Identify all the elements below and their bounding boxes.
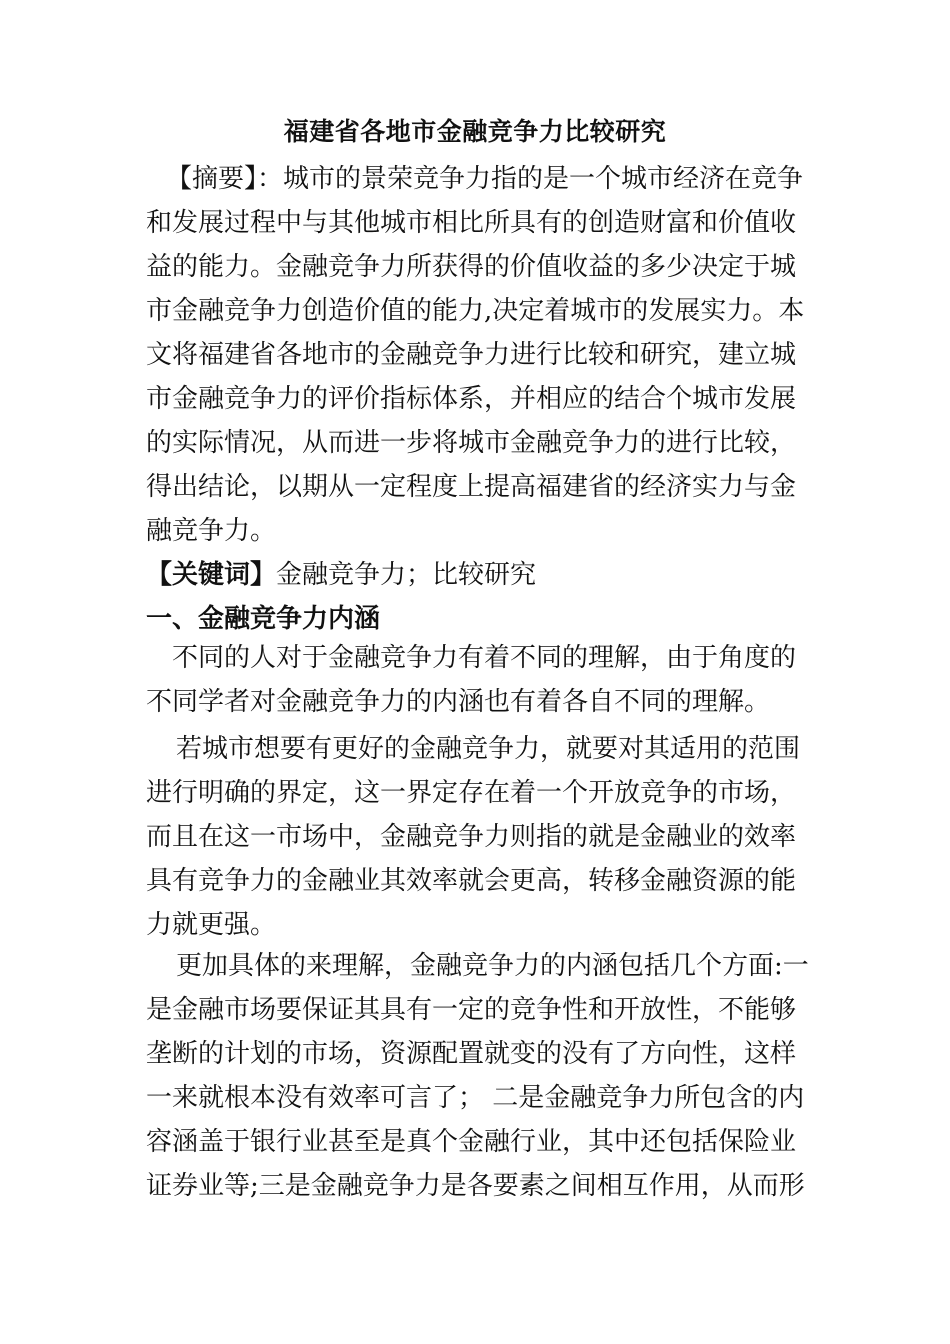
paragraph-line: 容涵盖于银行业甚至是真个金融行业，其中还包括保险业	[146, 1127, 797, 1157]
keywords-section	[146, 553, 816, 597]
paragraph-line: 一来就根本没有效率可言了； 二是金融竞争力所包含的内	[146, 1083, 805, 1113]
paragraph-3	[146, 944, 816, 1208]
keywords-label: 【关键词】	[146, 560, 277, 590]
keywords-line	[146, 553, 816, 597]
section-heading: 一、金融竞争力内涵	[146, 604, 381, 634]
paragraph-line: 不同学者对金融竞争力的内涵也有着各自不同的理解。	[146, 687, 771, 717]
abstract-line-4: 市金融竞争力创造价值的能力,决定着城市的发展实力。本	[146, 296, 805, 326]
paragraph-1	[146, 636, 816, 724]
paragraph-line: 不同的人对于金融竞争力有着不同的理解，由于角度的	[172, 643, 797, 673]
paragraph-line: 证券业等;三是金融竞争力是各要素之间相互作用，从而形	[146, 1171, 805, 1201]
abstract-text: ：城市的景荣竞争力指的是一个城市经济在竞争	[257, 164, 804, 194]
paragraph-line: 具有竞争力的金融业其效率就会更高，转移金融资源的能	[146, 866, 797, 896]
abstract-line-1	[146, 157, 816, 201]
paragraph-line: 进行明确的界定，这一界定存在着一个开放竞争的市场，	[146, 778, 797, 808]
paragraph-2	[146, 727, 816, 947]
document-title: 福建省各地市金融竞争力比较研究	[283, 117, 667, 146]
paragraph-line: 力就更强。	[146, 910, 277, 940]
paragraph-line: 垄断的计划的市场，资源配置就变的没有了方向性，这样	[146, 1039, 797, 1069]
abstract-line-9: 融竞争力。	[146, 516, 277, 546]
abstract-label: 【摘要】	[166, 164, 258, 194]
paragraph-line: 而且在这一市场中，金融竞争力则指的就是金融业的效率	[146, 822, 797, 852]
section-heading-block	[146, 597, 816, 641]
keywords-text: 金融竞争力；比较研究	[276, 560, 537, 590]
abstract-line-7: 的实际情况，从而进一步将城市金融竞争力的进行比较，	[146, 428, 797, 458]
paragraph-line: 更加具体的来理解，金融竞争力的内涵包括几个方面:一	[176, 951, 809, 981]
abstract-line-5: 文将福建省各地市的金融竞争力进行比较和研究，建立城	[146, 340, 797, 370]
abstract-section	[146, 157, 816, 553]
abstract-line-3: 益的能力。金融竞争力所获得的价值收益的多少决定于城	[146, 252, 797, 282]
abstract-line-6: 市金融竞争力的评价指标体系，并相应的结合个城市发展	[146, 384, 797, 414]
paragraph-line: 是金融市场要保证其具有一定的竞争性和开放性，不能够	[146, 995, 797, 1025]
abstract-line-8: 得出结论，以期从一定程度上提高福建省的经济实力与金	[146, 472, 797, 502]
abstract-line-2: 和发展过程中与其他城市相比所具有的创造财富和价值收	[146, 208, 797, 238]
paragraph-line: 若城市想要有更好的金融竞争力，就要对其适用的范围	[176, 734, 801, 764]
